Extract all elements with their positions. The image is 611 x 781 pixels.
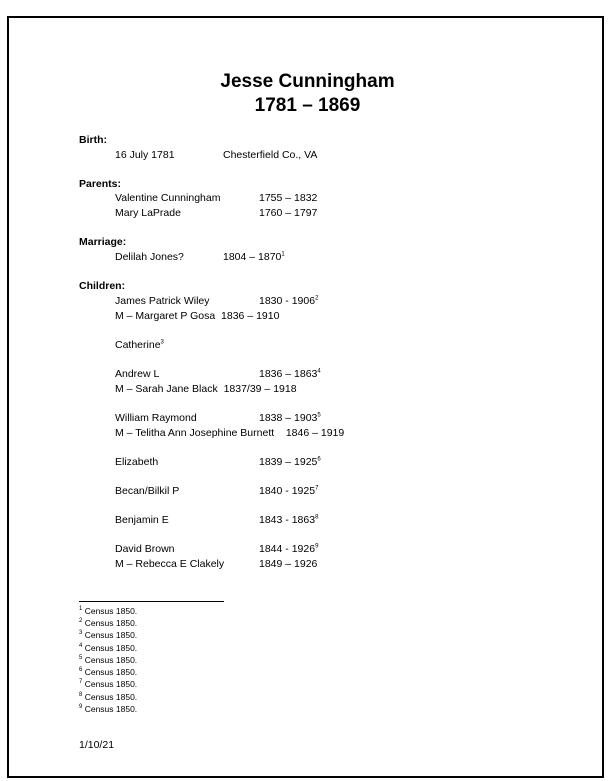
child-years: 1838 – 1903$^5$ bbox=[259, 412, 321, 424]
birth-label: Birth: bbox=[79, 134, 107, 146]
footnote: $^8$ Census 1850. bbox=[79, 692, 138, 702]
birth-date: 16 July 1781 bbox=[115, 149, 175, 161]
parents-label: Parents: bbox=[79, 178, 122, 190]
parent-years: 1755 – 1832 bbox=[259, 192, 318, 204]
footnote-ref: 5 bbox=[317, 412, 321, 419]
parent-name: Mary LaPrade bbox=[115, 207, 181, 219]
child-spouse: M – Margaret P Gosa 1836 – 1910 bbox=[115, 310, 280, 322]
footnote-ref: 2 bbox=[315, 295, 319, 302]
children-label: Children: bbox=[79, 280, 126, 292]
child-spouse: M – Telitha Ann Josephine Burnett 1846 – 1919 bbox=[115, 427, 345, 439]
child-name: David Brown bbox=[115, 543, 175, 555]
footnote: $^3$ Census 1850. bbox=[79, 630, 138, 640]
footnote-ref: 6 bbox=[317, 456, 321, 463]
document-date: 1/10/21 bbox=[79, 739, 115, 751]
footnote-ref: 7 bbox=[315, 485, 319, 492]
spouse-years: 1804 – 1870$^1$ bbox=[223, 251, 285, 263]
child-spouse: M – Sarah Jane Black 1837/39 – 1918 bbox=[115, 383, 297, 395]
document-page bbox=[7, 16, 604, 778]
footnote-ref: 3 bbox=[160, 339, 164, 346]
birth-place: Chesterfield Co., VA bbox=[223, 149, 318, 161]
footnote: $^9$ Census 1850. bbox=[79, 704, 138, 714]
child-name: Benjamin E bbox=[115, 514, 169, 526]
person-lifespan: 1781 – 1869 bbox=[254, 95, 361, 116]
child-years: 1844 - 1926$^9$ bbox=[259, 543, 319, 555]
footnote: $^4$ Census 1850. bbox=[79, 643, 138, 653]
footnote-separator bbox=[79, 601, 224, 602]
child-name: James Patrick Wiley bbox=[115, 295, 210, 307]
child-name: William Raymond bbox=[115, 412, 197, 424]
marriage-label: Marriage: bbox=[79, 236, 127, 248]
parent-years: 1760 – 1797 bbox=[259, 207, 318, 219]
child-name: Andrew L bbox=[115, 368, 160, 380]
child-years: 1830 - 1906$^2$ bbox=[259, 295, 319, 307]
footnote: $^1$ Census 1850. bbox=[79, 606, 138, 616]
footnote-ref: 1 bbox=[281, 251, 285, 258]
child-years: 1843 - 1863$^8$ bbox=[259, 514, 319, 526]
child-spouse: M – Rebecca E Clakely bbox=[115, 558, 225, 570]
child-name: Elizabeth bbox=[115, 456, 159, 468]
parent-name: Valentine Cunningham bbox=[115, 192, 221, 204]
footnote: $^6$ Census 1850. bbox=[79, 667, 138, 677]
footnote: $^5$ Census 1850. bbox=[79, 655, 138, 665]
child-years: 1836 – 1863$^4$ bbox=[259, 368, 321, 380]
child-name: Catherine$^3$ bbox=[115, 339, 164, 351]
child-years: 1840 - 1925$^7$ bbox=[259, 485, 319, 497]
footnote-ref: 9 bbox=[315, 543, 319, 550]
child-spouse-years: 1849 – 1926 bbox=[259, 558, 318, 570]
footnote-ref: 8 bbox=[315, 514, 319, 521]
spouse-name: Delilah Jones? bbox=[115, 251, 184, 263]
person-name: Jesse Cunningham bbox=[220, 71, 395, 92]
footnote: $^7$ Census 1850. bbox=[79, 679, 138, 689]
footnote-ref: 4 bbox=[317, 368, 321, 375]
child-name: Becan/Bilkil P bbox=[115, 485, 180, 497]
child-years: 1839 – 1925$^6$ bbox=[259, 456, 321, 468]
footnote: $^2$ Census 1850. bbox=[79, 618, 138, 628]
